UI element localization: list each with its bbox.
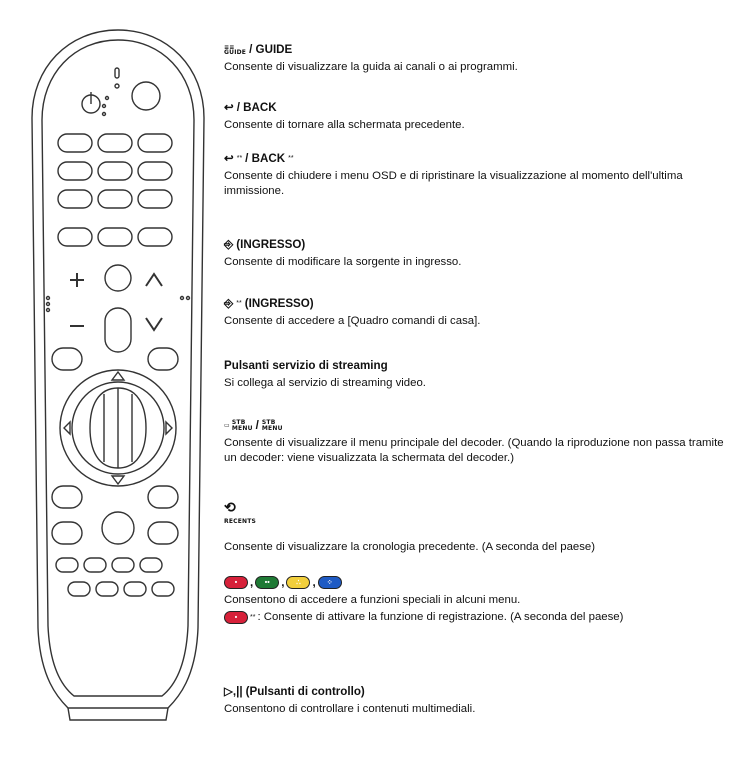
footnote-mark: **: [250, 614, 256, 622]
input-alt-title: (INGRESSO): [244, 297, 314, 310]
record-line: [224, 610, 724, 626]
section-input-alt: [224, 296, 724, 329]
recents-desc: Consente di visualizzare la cronologia precedente. (A seconda del paese): [224, 540, 596, 553]
footnote-mark: **: [288, 155, 294, 162]
back-alt-desc: Consente di chiudere i menu OSD e di ripristinare la visualizzazione al momento dell'ultima immissione.: [224, 169, 683, 198]
section-guide: [224, 42, 724, 75]
yellow-button-icon: ∴: [286, 576, 310, 589]
section-back-alt: [224, 151, 724, 200]
colors-desc: Consentono di accedere a funzioni speciali in alcuni menu.: [224, 593, 521, 606]
footnote-mark: **: [236, 155, 243, 162]
recents-icon: ⟲: [224, 499, 236, 515]
section-streaming: [224, 358, 724, 391]
control-title: (Pulsanti di controllo): [245, 685, 365, 698]
section-control: [224, 684, 724, 717]
red-button-icon: •: [224, 611, 248, 624]
input-alt-desc: Consente di accedere a [Quadro comandi di casa].: [224, 314, 481, 327]
remote-control-illustration: [28, 28, 208, 728]
back-alt-title: / BACK: [245, 152, 286, 165]
record-desc: : Consente di attivare la funzione di registrazione. (A seconda del paese): [257, 611, 624, 624]
input-icon: ⎆: [224, 297, 234, 310]
stb-separator: /: [255, 419, 259, 432]
guide-icon: ≡≡ GUIDE: [224, 43, 247, 56]
section-stb-menu: [224, 418, 724, 467]
streaming-desc: Si collega al servizio di streaming video.: [224, 376, 426, 389]
guide-title: / GUIDE: [249, 43, 293, 56]
streaming-title: Pulsanti servizio di streaming: [224, 359, 388, 372]
green-button-icon: ••: [255, 576, 279, 589]
back-desc: Consente di tornare alla schermata precedente.: [224, 118, 465, 131]
back-arrow-icon: ↩: [224, 152, 234, 165]
recents-label: RECENTS: [224, 518, 257, 525]
control-desc: Consentono di controllare i contenuti multimediali.: [224, 702, 476, 715]
input-icon: ⎆: [224, 238, 234, 251]
section-recents: [224, 500, 724, 555]
back-title: / BACK: [236, 101, 277, 114]
play-pause-icon: ▷,||: [224, 685, 243, 698]
red-button-icon: •: [224, 576, 248, 589]
blue-button-icon: ⁘: [318, 576, 342, 589]
stb-menu-icon: STB MENU: [261, 418, 283, 432]
input-desc: Consente di modificare la sorgente in ingresso.: [224, 255, 462, 268]
footnote-mark: **: [236, 300, 242, 307]
section-input: [224, 237, 724, 270]
stb-menu-icon: ▭ STB MENU: [224, 418, 253, 432]
input-title: (INGRESSO): [236, 238, 306, 251]
section-color-buttons: • , •• , ∴ , ⁘ Consentono di accedere a funzioni speciali in alcuni menu. • ** : Consente di attivare la funzione di registrazione. (A seconda del paese): [224, 575, 724, 626]
section-back: [224, 100, 724, 133]
stb-desc: Consente di visualizzare il menu principale del decoder. (Quando la riproduzione non passa tramite un decoder: viene visualizzata la schermata del decoder.): [224, 436, 724, 465]
guide-desc: Consente di visualizzare la guida ai canali o ai programmi.: [224, 60, 518, 73]
back-arrow-icon: ↩: [224, 101, 234, 114]
